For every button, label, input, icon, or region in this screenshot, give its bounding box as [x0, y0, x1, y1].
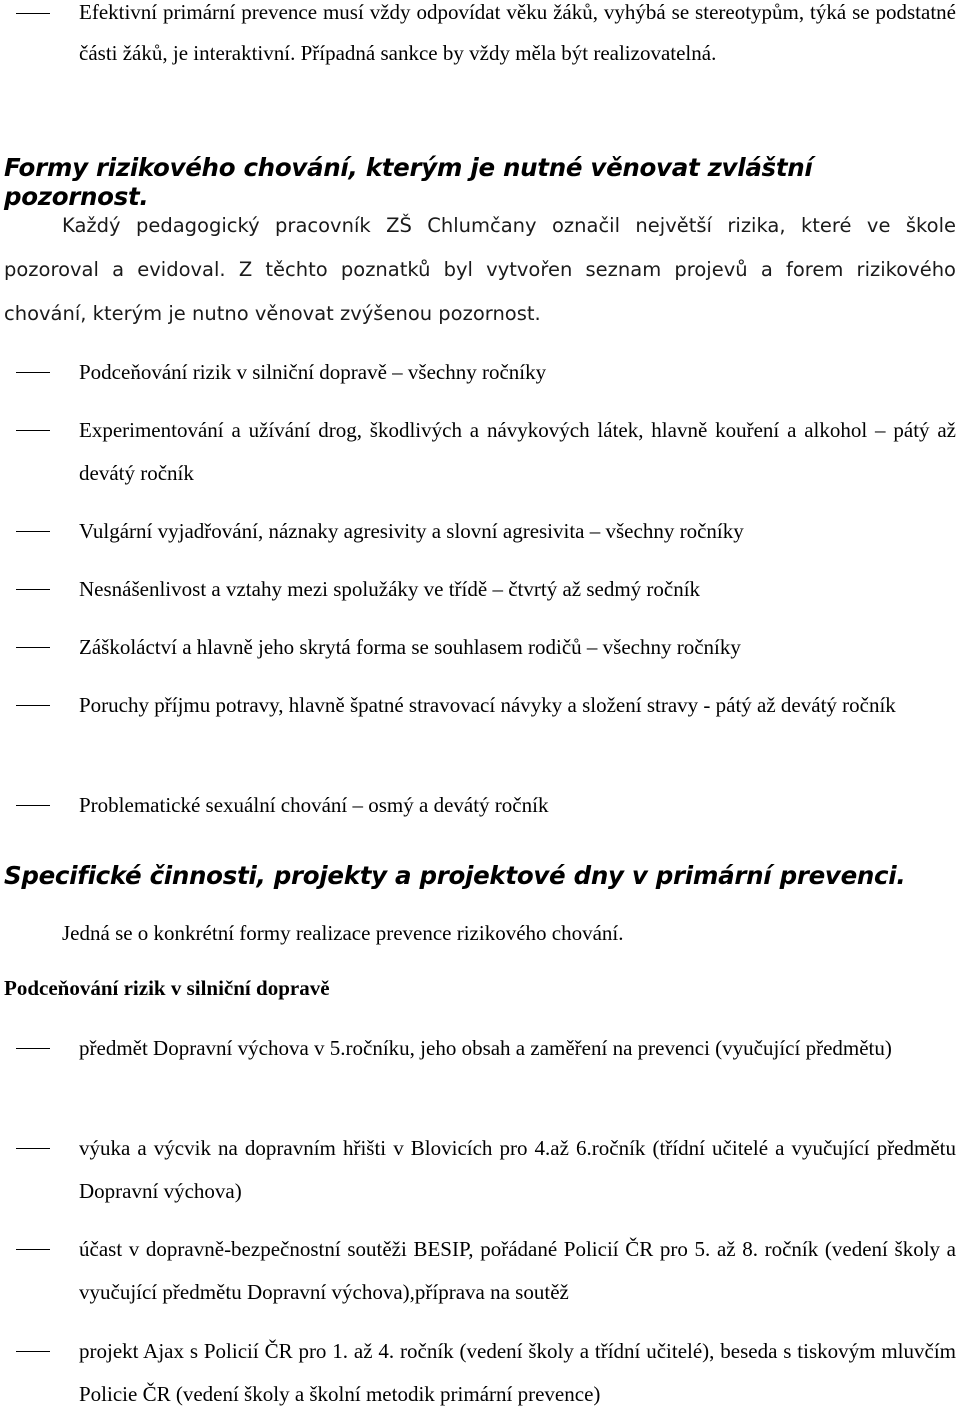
list-item-text: Efektivní primární prevence musí vždy odpovídat věku žáků, vyhýbá se stereotypům, týká se podstatné části žáků, je interaktivní. Případná sankce by vždy měla být realizovatelná.: [79, 0, 956, 65]
section-heading-risk-forms: Formy rizikového chování, kterým je nutné věnovat zvláštní pozornost.: [4, 153, 813, 211]
dash-bullet-icon: [16, 647, 50, 648]
dash-bullet-icon: [16, 1048, 50, 1049]
list-item-text: projekt Ajax s Policií ČR pro 1. až 4. ročník (vedení školy a třídní učitelé), beseda s tiskovým mluvčím Policie ČR (vedení školy a školní metodik primární prevence): [79, 1339, 956, 1406]
list-item-text: výuka a výcvik na dopravním hřišti v Blovicích pro 4.až 6.ročník (třídní učitelé a vyučující předmětu Dopravní výchova): [79, 1136, 956, 1203]
paragraph-text: Každý pedagogický pracovník ZŠ Chlumčany označil největší rizika, které ve škole pozoroval a evidoval. Z těchto poznatků byl vytvořen seznam projevů a forem rizikového chování, kterým je nutno věnovat zvýšenou pozornost.: [4, 214, 956, 325]
dash-bullet-icon: [16, 705, 50, 706]
list-item-text: Podceňování rizik v silniční dopravě – všechny ročníky: [79, 360, 547, 384]
list-item-text: předmět Dopravní výchova v 5.ročníku, jeho obsah a zaměření na prevenci (vyučující předmětu): [79, 1036, 892, 1060]
list-item-text: Poruchy příjmu potravy, hlavně špatné stravovací návyky a složení stravy - pátý až devátý ročník: [79, 693, 896, 717]
list-item-text: účast v dopravně-bezpečnostní soutěži BESIP, pořádané Policií ČR pro 5. až 8. ročník (vedení školy a vyučující předmětu Dopravní výchova),příprava na soutěž: [79, 1237, 956, 1304]
section-heading-specific-activities: Specifické činnosti, projekty a projektové dny v primární prevenci.: [4, 861, 906, 890]
list-item-text: Nesnášenlivost a vztahy mezi spolužáky ve třídě – čtvrtý až sedmý ročník: [79, 577, 701, 601]
dash-bullet-icon: [16, 589, 50, 590]
list-item-text: Záškoláctví a hlavně jeho skrytá forma se souhlasem rodičů – všechny ročníky: [79, 635, 741, 659]
list-item: [0, 684, 956, 727]
intro-list-item: [0, 0, 956, 74]
dash-bullet-icon: [16, 430, 50, 431]
list-item: [0, 409, 956, 495]
list-item: [0, 510, 956, 553]
dash-bullet-icon: [16, 372, 50, 373]
list-item-text: Problematické sexuální chování – osmý a devátý ročník: [79, 793, 549, 817]
list-item: [0, 626, 956, 669]
list-item: [0, 1330, 956, 1416]
list-item: [0, 784, 956, 827]
dash-bullet-icon: [16, 13, 50, 14]
dash-bullet-icon: [16, 1148, 50, 1149]
list-item: [0, 351, 956, 394]
list-item: [0, 1228, 956, 1314]
paragraph-text: Jedná se o konkrétní formy realizace prevence rizikového chování.: [62, 921, 624, 945]
list-item-text: Experimentování a užívání drog, škodlivých a návykových látek, hlavně kouření a alkohol – pátý až devátý ročník: [79, 418, 956, 485]
list-item: [0, 1127, 956, 1213]
section-paragraph: [4, 911, 956, 955]
dash-bullet-icon: [16, 1249, 50, 1250]
section-paragraph: [4, 204, 956, 336]
dash-bullet-icon: [16, 1351, 50, 1352]
dash-bullet-icon: [16, 531, 50, 532]
list-item-text: Vulgární vyjadřování, náznaky agresivity a slovní agresivita – všechny ročníky: [79, 519, 744, 543]
list-item: [0, 568, 956, 611]
subheading-road-safety: Podceňování rizik v silniční dopravě: [4, 976, 330, 1000]
dash-bullet-icon: [16, 805, 50, 806]
list-item: [0, 1027, 956, 1070]
